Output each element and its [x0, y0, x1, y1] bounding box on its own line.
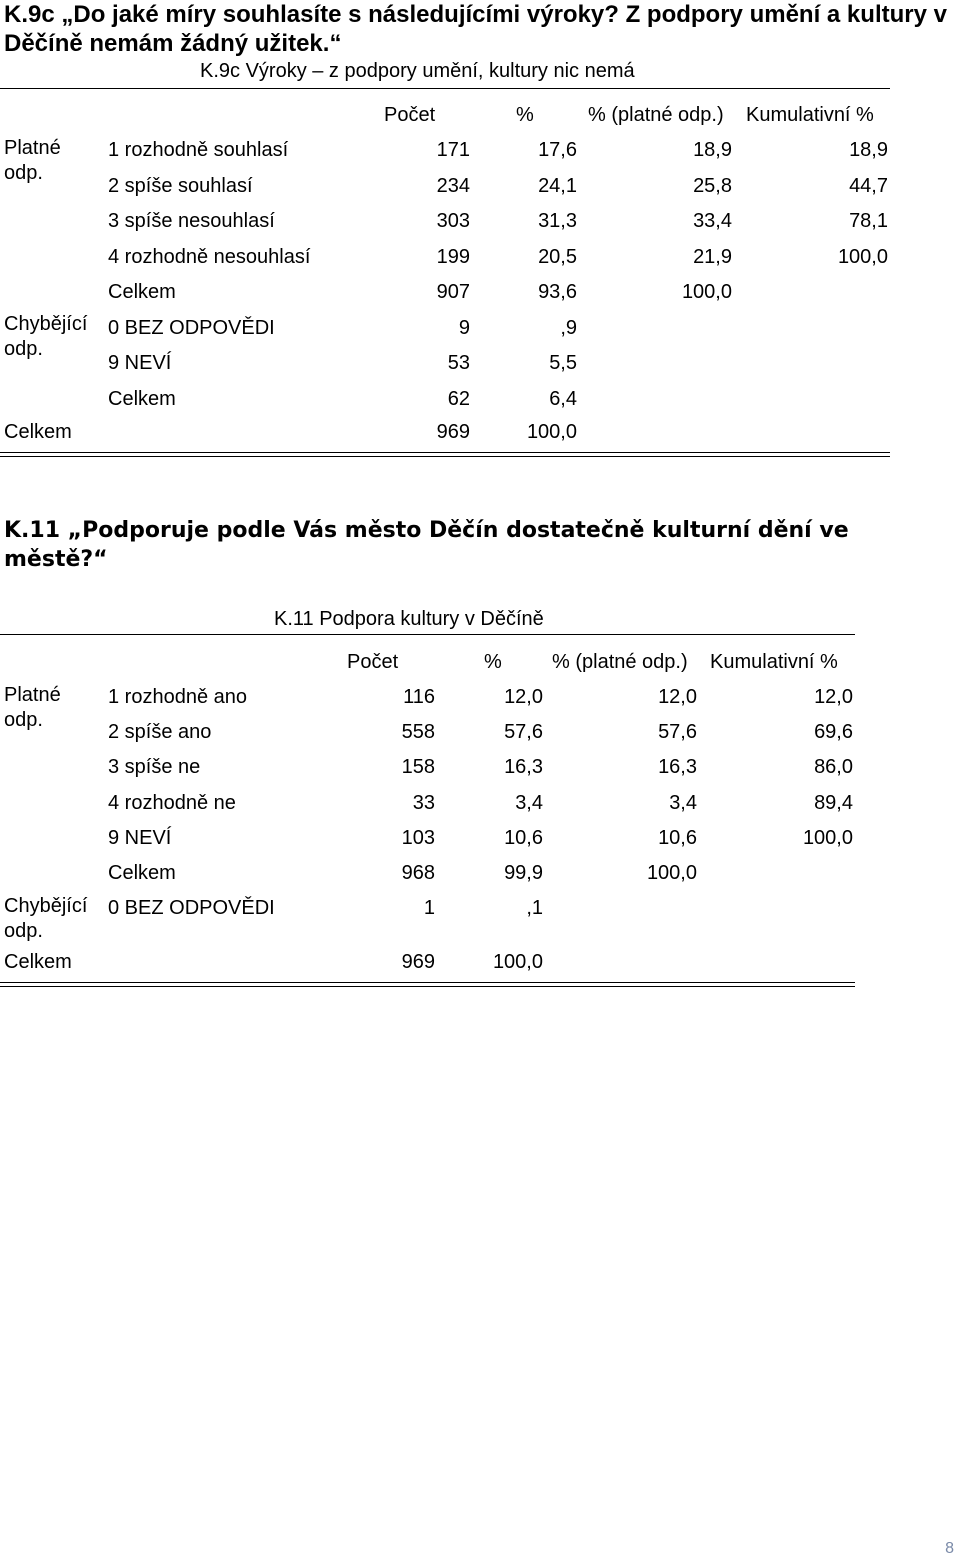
- row-label: 1 rozhodně ano: [108, 686, 248, 708]
- group-total: Celkem: [4, 421, 72, 443]
- row-label: Celkem: [108, 862, 176, 884]
- table-bottom-rule: [0, 452, 890, 457]
- heading-k9c: K.9c „Do jaké míry souhlasíte s následujícími výroky? Z podpory umění a kultury v Děčíně nemám žádný užitek.“: [4, 1, 947, 57]
- row-percent: 57,6: [504, 721, 543, 744]
- row-percent: 16,3: [504, 756, 543, 779]
- row-count: 9: [458, 316, 470, 339]
- row-label: 2 spíše ano: [108, 721, 212, 744]
- row-percent: ,1: [526, 897, 543, 920]
- row-label: 4 rozhodně ne: [108, 791, 236, 814]
- row-count: 558: [401, 721, 435, 744]
- row-valid-percent: 12,0: [658, 686, 697, 708]
- row-count: 1: [423, 897, 435, 920]
- header-cumulative-percent: Kumulativní %: [746, 104, 874, 126]
- table-top-rule: [0, 634, 855, 635]
- header-count: Počet: [384, 104, 436, 126]
- row-label: 2 spíše souhlasí: [108, 174, 253, 197]
- row-percent: ,9: [560, 316, 577, 339]
- row-percent: 6,4: [549, 387, 577, 410]
- row-cumulative-percent: 100,0: [837, 245, 888, 268]
- row-valid-percent: 21,9: [693, 245, 732, 268]
- row-label: Celkem: [108, 387, 176, 410]
- row-count: 103: [401, 826, 435, 849]
- row-count: 33: [412, 791, 435, 814]
- row-valid-percent: 10,6: [658, 826, 697, 849]
- table-bottom-rule: [0, 982, 855, 987]
- row-percent: 5,5: [549, 352, 577, 374]
- row-cumulative-percent: 89,4: [814, 791, 853, 814]
- row-count: 234: [436, 174, 470, 197]
- row-valid-percent: 3,4: [669, 791, 697, 814]
- row-cumulative-percent: 100,0: [802, 826, 853, 849]
- heading-k11: K.11 „Podporuje podle Vás město Děčín dostatečně kulturní dění ve městě?“: [4, 518, 849, 572]
- row-valid-percent: 33,4: [693, 210, 732, 232]
- table-top-rule: [0, 88, 890, 89]
- row-cumulative-percent: 69,6: [814, 721, 853, 744]
- row-count: 158: [401, 756, 435, 779]
- row-count: 907: [436, 281, 470, 303]
- row-count: 53: [447, 352, 470, 374]
- page-number: 8: [945, 1540, 954, 1557]
- row-percent: 93,6: [538, 281, 577, 303]
- row-count: 303: [436, 210, 470, 232]
- row-label: 9 NEVÍ: [108, 826, 172, 849]
- total-percent: 100,0: [526, 421, 577, 443]
- row-cumulative-percent: 18,9: [849, 139, 888, 161]
- row-percent: 3,4: [515, 791, 543, 814]
- table-caption: K.9c Výroky – z podpory umění, kultury nic nemá: [200, 60, 635, 82]
- header-cumulative-percent: Kumulativní %: [710, 651, 838, 673]
- total-count: 969: [436, 421, 470, 443]
- row-valid-percent: 16,3: [658, 756, 697, 779]
- row-percent: 31,3: [538, 210, 577, 232]
- row-label: Celkem: [108, 281, 176, 303]
- row-label: 3 spíše nesouhlasí: [108, 210, 275, 232]
- group-valid: Platné odp.: [4, 137, 61, 184]
- row-valid-percent: 18,9: [693, 139, 732, 161]
- row-count: 62: [447, 387, 470, 410]
- header-valid-percent: % (platné odp.): [552, 651, 688, 673]
- row-percent: 20,5: [538, 245, 577, 268]
- header-valid-percent: % (platné odp.): [588, 104, 724, 126]
- row-percent: 17,6: [538, 139, 577, 161]
- table-caption: K.11 Podpora kultury v Děčíně: [274, 608, 544, 630]
- header-percent: %: [516, 104, 534, 126]
- row-label: 4 rozhodně nesouhlasí: [108, 245, 311, 268]
- total-percent: 100,0: [492, 951, 543, 973]
- row-count: 171: [436, 139, 470, 161]
- group-missing: Chybějící odp.: [4, 895, 88, 942]
- header-percent: %: [484, 651, 502, 673]
- group-missing: Chybějící odp.: [4, 313, 88, 360]
- group-valid: Platné odp.: [4, 684, 61, 731]
- row-cumulative-percent: 78,1: [849, 210, 888, 232]
- row-valid-percent: 57,6: [658, 721, 697, 744]
- row-cumulative-percent: 86,0: [814, 756, 853, 779]
- row-cumulative-percent: 44,7: [849, 174, 888, 197]
- row-percent: 12,0: [504, 686, 543, 708]
- total-count: 969: [401, 951, 435, 973]
- row-count: 199: [436, 245, 470, 268]
- row-label: 9 NEVÍ: [108, 352, 172, 374]
- row-cumulative-percent: 12,0: [814, 686, 853, 708]
- row-valid-percent: 25,8: [693, 174, 732, 197]
- row-label: 0 BEZ ODPOVĚDI: [108, 897, 275, 920]
- row-count: 116: [403, 686, 435, 708]
- row-label: 3 spíše ne: [108, 756, 201, 779]
- header-count: Počet: [347, 651, 399, 673]
- row-percent: 10,6: [504, 826, 543, 849]
- row-valid-percent: 100,0: [681, 281, 732, 303]
- row-count: 968: [401, 862, 435, 884]
- row-label: 1 rozhodně souhlasí: [108, 139, 289, 161]
- row-percent: 24,1: [538, 174, 577, 197]
- row-label: 0 BEZ ODPOVĚDI: [108, 316, 275, 339]
- row-valid-percent: 100,0: [646, 862, 697, 884]
- group-total: Celkem: [4, 951, 72, 973]
- row-percent: 99,9: [504, 862, 543, 884]
